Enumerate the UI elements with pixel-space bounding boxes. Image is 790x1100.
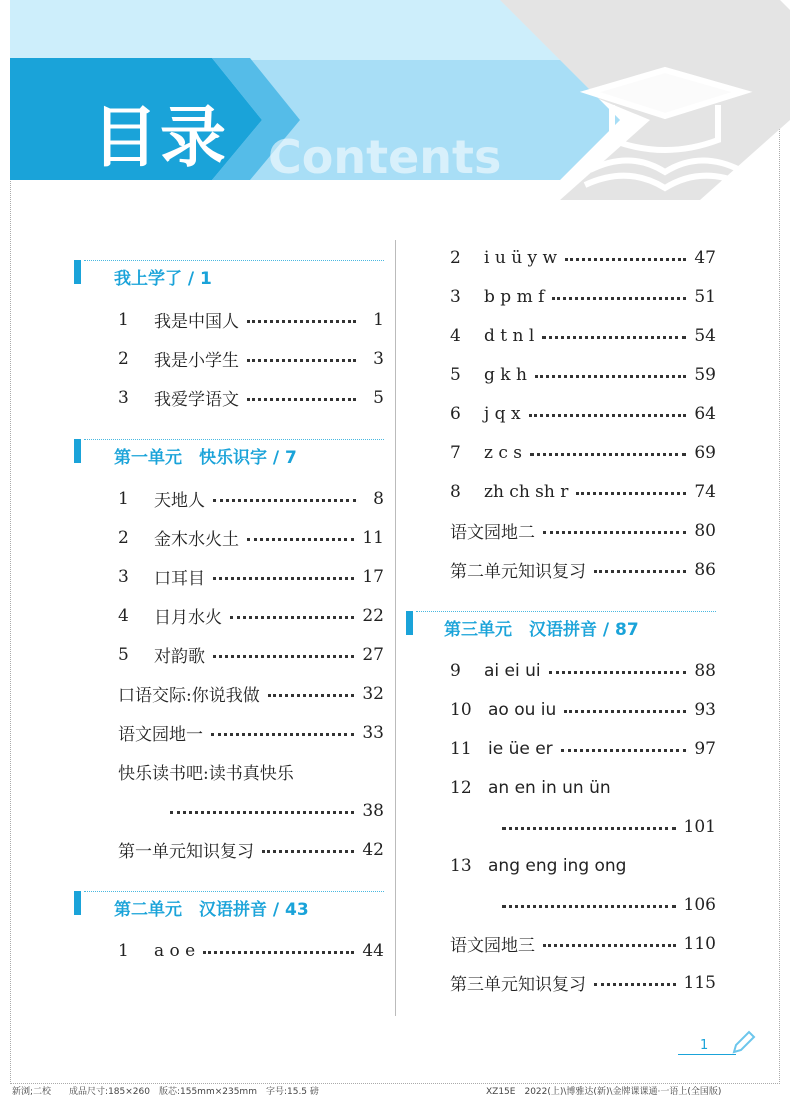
section-dotted-line <box>84 891 384 892</box>
pencil-icon <box>730 1030 756 1056</box>
dot-leader <box>564 710 686 713</box>
dot-leader <box>530 453 686 456</box>
entry-page: 44 <box>362 940 384 961</box>
toc-entry <box>72 931 384 970</box>
toc-entry <box>404 472 716 511</box>
dot-leader <box>502 827 676 830</box>
dot-leader <box>247 398 356 401</box>
section-title: 我上学了 / 1 <box>114 269 212 289</box>
entry-number: 4 <box>450 325 461 346</box>
print-info-left: 新浏;二校 成品尺寸:185×260 版芯:155mm×235mm 字号:15.5 磅 <box>12 1087 319 1097</box>
entry-title: ao ou iu <box>488 699 557 720</box>
toc-entry <box>404 433 716 472</box>
toc-entry <box>72 557 384 596</box>
entry-title: 我是中国人 <box>154 312 239 332</box>
page-number: 1 <box>700 1038 709 1053</box>
entry-title: 第二单元知识复习 <box>450 562 586 582</box>
section-title: 第二单元 汉语拼音 / 43 <box>114 900 309 920</box>
toc-entry <box>404 238 716 277</box>
entry-title: 第一单元知识复习 <box>118 842 254 862</box>
entry-number: 1 <box>118 940 129 961</box>
entry-page: 51 <box>694 286 716 307</box>
toc-entry <box>72 518 384 557</box>
column-divider <box>395 240 396 1016</box>
page-number-mark <box>678 1036 748 1056</box>
section-marker <box>74 439 81 463</box>
entry-number: 10 <box>450 699 472 720</box>
dot-leader <box>549 671 687 674</box>
entry-page: 27 <box>362 644 384 665</box>
page-title: 目录 <box>92 99 228 176</box>
dot-leader <box>543 531 686 534</box>
toc-entry <box>72 596 384 635</box>
entry-number: 13 <box>450 855 472 876</box>
dot-leader <box>576 492 686 495</box>
toc-entry <box>72 378 384 417</box>
dot-leader <box>502 905 676 908</box>
entry-page: 38 <box>362 800 384 821</box>
toc-entry-line1 <box>404 846 716 885</box>
entry-title: 我爱学语文 <box>154 390 239 410</box>
dot-leader <box>529 414 687 417</box>
entry-title: an en in un ün <box>488 777 611 798</box>
toc-entry <box>72 635 384 674</box>
toc-entry <box>72 830 384 869</box>
dot-leader <box>268 694 355 697</box>
toc-entry <box>404 651 716 690</box>
entry-title: 口耳目 <box>154 569 205 589</box>
toc-entry-line1 <box>72 752 384 791</box>
entry-page: 106 <box>683 894 716 915</box>
entry-title: 日月水火 <box>154 608 222 628</box>
entry-page: 33 <box>362 722 384 743</box>
entry-page: 86 <box>694 559 716 580</box>
entry-title: ai ei ui <box>484 660 541 681</box>
entry-number: 5 <box>118 644 129 665</box>
dot-leader <box>247 359 356 362</box>
entry-title: 第三单元知识复习 <box>450 975 586 995</box>
entry-page: 54 <box>694 325 716 346</box>
entry-number: 12 <box>450 777 472 798</box>
toc-entry <box>404 690 716 729</box>
dot-leader <box>594 983 676 986</box>
section-dotted-line <box>84 439 384 440</box>
toc-entry <box>72 674 384 713</box>
entry-number: 9 <box>450 660 461 681</box>
dot-leader <box>170 811 354 814</box>
dot-leader <box>230 616 354 619</box>
entry-title: 对韵歌 <box>154 647 205 667</box>
toc-entry <box>72 300 384 339</box>
entry-page: 59 <box>694 364 716 385</box>
entry-page: 22 <box>362 605 384 626</box>
dot-leader <box>543 944 676 947</box>
dot-leader <box>213 577 354 580</box>
entry-number: 1 <box>118 488 129 509</box>
section-marker <box>74 260 81 284</box>
entry-title: ie üe er <box>488 738 553 759</box>
entry-number: 1 <box>118 309 129 330</box>
dot-leader <box>565 258 686 261</box>
entry-page: 101 <box>683 816 716 837</box>
entry-page: 80 <box>694 520 716 541</box>
entry-page: 69 <box>694 442 716 463</box>
entry-number: 3 <box>450 286 461 307</box>
dot-leader <box>213 499 356 502</box>
toc-entry <box>404 550 716 589</box>
toc-right-column <box>404 238 716 1002</box>
dot-leader <box>542 336 686 339</box>
entry-title: g k h <box>484 364 527 385</box>
dot-leader <box>594 570 686 573</box>
entry-page: 1 <box>373 309 384 330</box>
entry-title: ang eng ing ong <box>488 855 627 876</box>
toc-section-heading <box>404 601 716 641</box>
entry-page: 64 <box>694 403 716 424</box>
print-info-right: XZ15E 2022(上)\博雅达(新)\金牌课课通·一语上(全国版) <box>486 1087 722 1097</box>
entry-page: 42 <box>362 839 384 860</box>
dot-leader <box>211 733 354 736</box>
entry-page: 110 <box>683 933 716 954</box>
dot-leader <box>561 749 687 752</box>
dot-leader <box>247 320 356 323</box>
entry-title: d t n l <box>484 325 535 346</box>
entry-title: a o e <box>154 940 196 961</box>
entry-title: zh ch sh r <box>484 481 569 502</box>
entry-number: 3 <box>118 387 129 408</box>
dot-leader <box>535 375 686 378</box>
section-title: 第三单元 汉语拼音 / 87 <box>444 620 639 640</box>
entry-page: 8 <box>373 488 384 509</box>
toc-entry <box>404 316 716 355</box>
entry-number: 2 <box>118 527 129 548</box>
page-number-underline <box>678 1054 736 1055</box>
toc-entry <box>404 394 716 433</box>
entry-title: z c s <box>484 442 523 463</box>
entry-title: 语文园地二 <box>450 523 535 543</box>
toc-entry <box>72 713 384 752</box>
toc-entry <box>404 277 716 316</box>
entry-title: 金木水火土 <box>154 530 239 550</box>
entry-page: 32 <box>362 683 384 704</box>
entry-title: b p m f <box>484 286 545 307</box>
entry-title: 语文园地一 <box>118 725 203 745</box>
entry-page: 93 <box>694 699 716 720</box>
entry-number: 2 <box>450 247 461 268</box>
section-marker <box>74 891 81 915</box>
entry-page: 17 <box>362 566 384 587</box>
section-dotted-line <box>84 260 384 261</box>
toc-entry <box>404 511 716 550</box>
entry-number: 7 <box>450 442 461 463</box>
dot-leader <box>247 538 354 541</box>
entry-number: 4 <box>118 605 129 626</box>
entry-number: 6 <box>450 403 461 424</box>
entry-number: 2 <box>118 348 129 369</box>
toc-entry <box>72 339 384 378</box>
dot-leader <box>203 951 354 954</box>
toc-section-heading <box>72 881 384 921</box>
entry-number: 11 <box>450 738 472 759</box>
toc-entry <box>404 963 716 1002</box>
entry-page: 47 <box>694 247 716 268</box>
dot-leader <box>213 655 354 658</box>
entry-page: 11 <box>362 527 384 548</box>
entry-number: 5 <box>450 364 461 385</box>
entry-number: 3 <box>118 566 129 587</box>
section-title: 第一单元 快乐识字 / 7 <box>114 448 297 468</box>
entry-page: 97 <box>694 738 716 759</box>
section-dotted-line <box>416 611 716 612</box>
page-subtitle: Contents <box>268 130 502 184</box>
entry-title: 快乐读书吧:读书真快乐 <box>118 764 294 784</box>
toc-section-heading <box>72 250 384 290</box>
toc-entry-line1 <box>404 768 716 807</box>
toc-section-heading <box>72 429 384 469</box>
toc-entry-line2 <box>404 807 716 846</box>
entry-page: 74 <box>694 481 716 502</box>
entry-page: 115 <box>683 972 716 993</box>
header-banner <box>0 0 790 200</box>
section-marker <box>406 611 413 635</box>
dot-leader <box>262 850 354 853</box>
toc-entry-line2 <box>72 791 384 830</box>
toc-entry <box>404 729 716 768</box>
entry-page: 88 <box>694 660 716 681</box>
entry-number: 8 <box>450 481 461 502</box>
dot-leader <box>552 297 686 300</box>
toc-entry <box>404 924 716 963</box>
toc-entry <box>72 479 384 518</box>
entry-page: 5 <box>373 387 384 408</box>
toc-entry <box>404 355 716 394</box>
entry-title: 天地人 <box>154 491 205 511</box>
entry-title: 口语交际:你说我做 <box>118 686 260 706</box>
entry-title: j q x <box>484 403 521 424</box>
entry-title: i u ü y w <box>484 247 558 268</box>
toc-entry-line2 <box>404 885 716 924</box>
entry-title: 我是小学生 <box>154 351 239 371</box>
entry-title: 语文园地三 <box>450 936 535 956</box>
entry-page: 3 <box>373 348 384 369</box>
toc-left-column <box>72 238 384 970</box>
